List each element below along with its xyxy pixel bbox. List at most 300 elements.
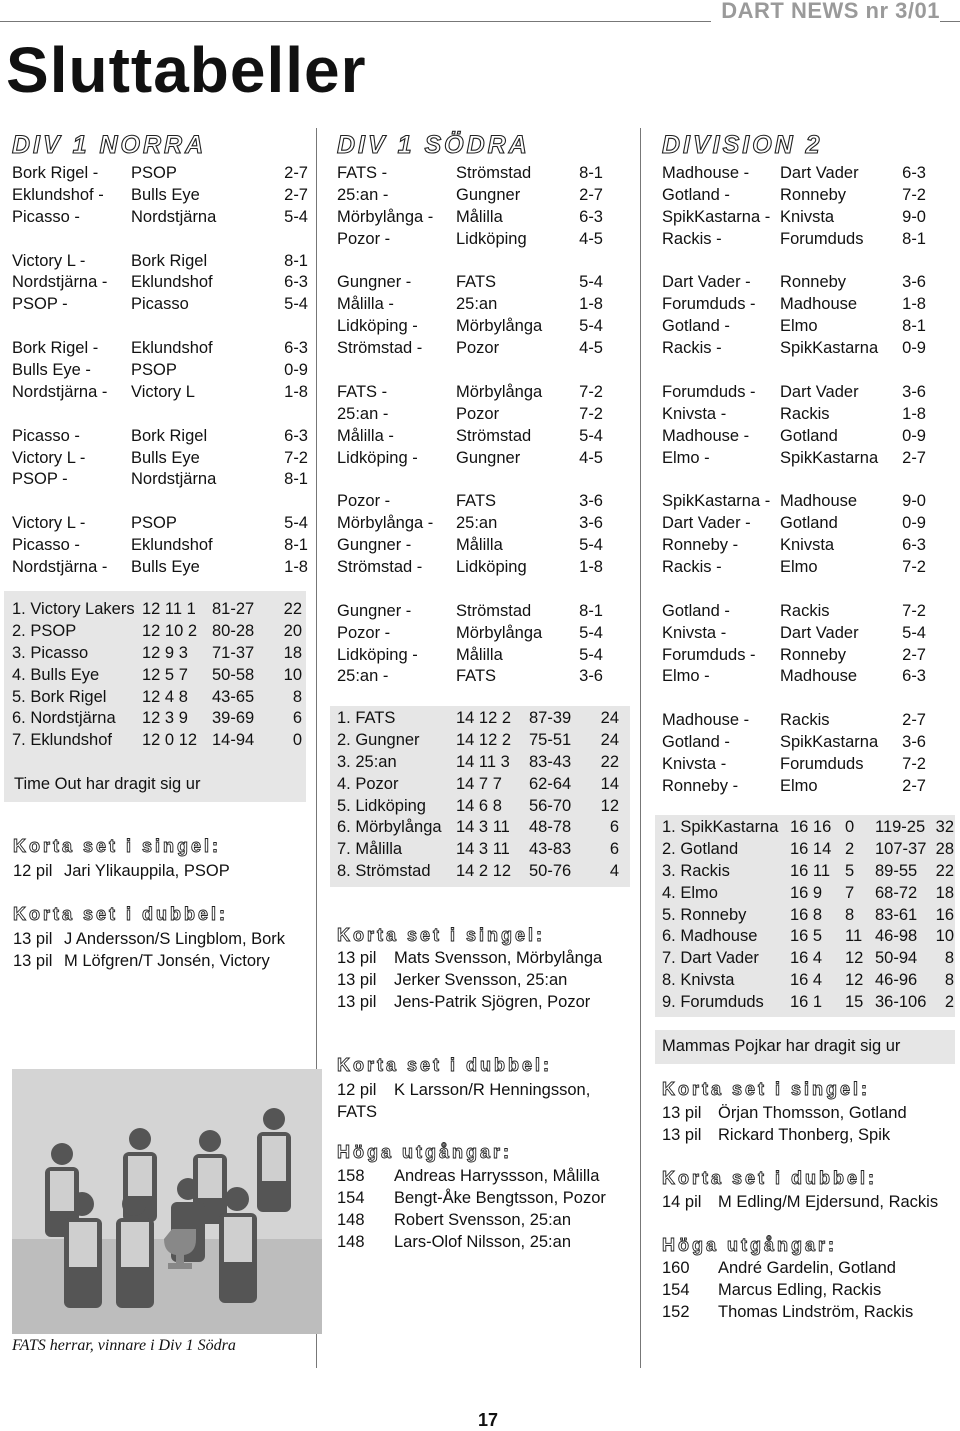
checkout: 160 — [662, 1259, 690, 1277]
away-team: Knivsta — [780, 536, 835, 555]
record-row — [337, 1210, 637, 1232]
team-name: 5. Bork Rigel — [12, 687, 107, 706]
match-score: 3-6 — [579, 492, 603, 511]
match-row — [337, 404, 603, 426]
home-team: Mörbylånga - — [337, 514, 434, 533]
home-team: Elmo - — [662, 667, 710, 686]
points: 8 — [944, 971, 954, 990]
darts-count: 12 pil — [13, 862, 53, 880]
away-team: Rackis — [780, 404, 830, 423]
round-gap — [12, 404, 308, 426]
sodra-singel-list — [337, 948, 637, 1014]
standings-row — [662, 883, 954, 905]
home-team: Bulls Eye - — [12, 361, 91, 380]
games-won-lost: 14 7 7 — [456, 774, 502, 793]
match-score: 3-6 — [579, 667, 603, 686]
points: 2 — [944, 993, 954, 1012]
standings-row — [662, 861, 954, 883]
points: 22 — [283, 600, 302, 618]
games-won: 16 8 — [790, 905, 823, 924]
points: 10 — [935, 927, 954, 946]
away-team: Eklundshof — [131, 339, 213, 358]
darts-count: 14 pil — [662, 1193, 702, 1211]
away-team: Mörbylånga — [456, 623, 543, 642]
home-team: FATS - — [337, 164, 388, 182]
record-row — [337, 1188, 637, 1210]
match-score: 7-2 — [902, 185, 926, 204]
checkout: 158 — [337, 1167, 365, 1185]
legs: 75-51 — [529, 730, 572, 749]
player: Lars-Olof Nilsson, 25:an — [394, 1232, 571, 1251]
record-row — [337, 948, 637, 970]
match-row — [662, 448, 926, 470]
home-team: Gotland - — [662, 317, 730, 336]
points: 8 — [944, 949, 954, 968]
match-row — [337, 426, 603, 448]
match-row — [337, 272, 603, 294]
match-row — [662, 666, 926, 688]
div1-norra-heading: DIV 1 NORRA — [12, 131, 207, 159]
match-score: 5-4 — [902, 623, 926, 642]
home-team: Bork Rigel - — [12, 164, 99, 182]
team-name: 5. Ronneby — [662, 905, 747, 924]
match-row — [12, 360, 308, 382]
team-name: 3. Rackis — [662, 861, 730, 880]
match-score: 4-5 — [579, 448, 603, 467]
home-team: Lidköping - — [337, 645, 418, 664]
match-row — [662, 316, 926, 338]
games-lost: 7 — [845, 883, 855, 902]
games-won: 16 11 — [790, 861, 831, 880]
games-won: 16 1 — [790, 993, 823, 1012]
points: 16 — [935, 905, 954, 924]
record-row — [662, 1103, 952, 1125]
legs: 50-76 — [529, 862, 572, 881]
photo-caption: FATS herrar, vinnare i Div 1 Södra — [12, 1337, 236, 1354]
home-team: Ronneby - — [662, 776, 739, 795]
legs: 46-96 — [875, 971, 918, 990]
legs: 89-55 — [875, 861, 918, 880]
home-team: Dart Vader - — [662, 273, 751, 292]
legs: 62-64 — [529, 774, 572, 793]
legs: 46-98 — [875, 927, 918, 946]
match-row — [662, 185, 926, 207]
games-lost: 5 — [845, 861, 855, 880]
standings-row — [337, 817, 619, 839]
games-won-lost: 12 11 1 — [142, 600, 196, 618]
away-team: Rackis — [780, 711, 830, 730]
legs: 56-70 — [529, 796, 572, 815]
norra-singel-list — [13, 861, 313, 883]
games-won-lost: 12 9 3 — [142, 643, 188, 662]
away-team: Ronneby — [780, 185, 847, 204]
match-score: 2-7 — [284, 164, 308, 182]
legs: 39-69 — [212, 709, 255, 728]
points: 12 — [600, 796, 619, 815]
player: Andreas Harryssson, Målilla — [394, 1167, 600, 1185]
games-won-lost: 14 2 12 — [456, 862, 512, 881]
match-score: 6-3 — [902, 164, 926, 182]
home-team: Gotland - — [662, 601, 730, 620]
sodra-hoga-heading: Höga utgångar: — [337, 1142, 512, 1162]
team-name: 4. Pozor — [337, 774, 399, 793]
match-row — [337, 491, 603, 513]
away-team: Gotland — [780, 514, 838, 533]
match-row — [662, 710, 926, 732]
standings-row — [337, 839, 619, 861]
match-score: 1-8 — [579, 558, 603, 577]
team-name: 7. Dart Vader — [662, 949, 759, 968]
team-name: 8. Knivsta — [662, 971, 735, 990]
match-row — [12, 535, 308, 557]
games-won: 16 16 — [790, 818, 832, 836]
player: Mats Svensson, Mörbylånga — [394, 949, 603, 967]
match-score: 7-2 — [579, 382, 603, 401]
away-team: SpikKastarna — [780, 339, 879, 358]
points: 24 — [600, 730, 619, 749]
division2-note: Mammas Pojkar har dragit sig ur — [662, 1037, 901, 1055]
points: 22 — [935, 861, 954, 880]
checkout: 154 — [337, 1188, 365, 1207]
standings-row — [12, 643, 302, 665]
away-team: Elmo — [780, 776, 818, 795]
points: 6 — [609, 840, 619, 859]
match-score: 3-6 — [902, 733, 926, 752]
darts-count: 13 pil — [13, 951, 53, 970]
home-team: SpikKastarna - — [662, 492, 771, 511]
away-team: Knivsta — [780, 207, 835, 226]
standings-row — [12, 621, 302, 643]
column-divider — [640, 128, 641, 1368]
legs: 48-78 — [529, 818, 572, 837]
div1-norra-standings — [12, 599, 302, 752]
checkout: 154 — [662, 1280, 690, 1299]
away-team: Målilla — [456, 536, 503, 555]
match-row — [337, 207, 603, 229]
standings-row — [337, 796, 619, 818]
team-name: 1. SpikKastarna — [662, 818, 779, 836]
standings-row — [662, 905, 954, 927]
away-team: Elmo — [780, 558, 818, 577]
away-team: Målilla — [456, 645, 503, 664]
div1-norra-note: Time Out har dragit sig ur — [14, 775, 201, 793]
standings-row — [337, 708, 619, 730]
match-row — [662, 557, 926, 579]
match-score: 7-2 — [902, 601, 926, 620]
player: Jari Ylikauppila, PSOP — [64, 862, 230, 880]
match-score: 5-4 — [579, 273, 603, 292]
match-row — [662, 754, 926, 776]
match-row — [12, 272, 308, 294]
checkout: 148 — [337, 1210, 365, 1229]
home-team: Madhouse - — [662, 711, 750, 730]
away-team: Rackis — [780, 601, 830, 620]
away-team: Dart Vader — [780, 164, 859, 182]
home-team: Gungner - — [337, 273, 412, 292]
match-score: 8-1 — [579, 601, 603, 620]
match-score: 5-4 — [284, 295, 308, 314]
away-team: Eklundshof — [131, 536, 213, 555]
games-won-lost: 12 5 7 — [142, 665, 188, 684]
away-team: Forumduds — [780, 229, 864, 248]
match-score: 4-5 — [579, 229, 603, 248]
away-team: PSOP — [131, 361, 177, 380]
div2-singel-list — [662, 1103, 952, 1147]
norra-dubbel-heading: Korta set i dubbel: — [13, 904, 229, 924]
match-score: 8-1 — [284, 536, 308, 555]
match-score: 3-6 — [579, 514, 603, 533]
division2-heading: DIVISION 2 — [662, 131, 823, 159]
match-score: 3-6 — [902, 273, 926, 292]
checkout: 152 — [662, 1302, 690, 1321]
points: 6 — [609, 818, 619, 837]
match-score: 5-4 — [579, 645, 603, 664]
round-gap — [12, 491, 308, 513]
match-score: 6-3 — [902, 536, 926, 555]
points: 18 — [283, 643, 302, 662]
home-team: Victory L - — [12, 448, 86, 467]
home-team: Knivsta - — [662, 755, 727, 774]
team-name: 7. Eklundshof — [12, 731, 112, 750]
record-row — [337, 992, 637, 1014]
home-team: Picasso - — [12, 426, 80, 445]
points: 8 — [292, 687, 302, 706]
games-won: 16 5 — [790, 927, 823, 946]
team-name: 6. Nordstjärna — [12, 709, 116, 728]
match-row — [337, 294, 603, 316]
round-gap — [662, 688, 926, 710]
away-team: PSOP — [131, 514, 177, 533]
match-row — [662, 294, 926, 316]
team-name: 6. Mörbylånga — [337, 818, 442, 837]
match-score: 2-7 — [579, 185, 603, 204]
match-score: 5-4 — [579, 426, 603, 445]
match-score: 6-3 — [284, 273, 308, 292]
div2-dubbel-heading: Korta set i dubbel: — [662, 1168, 878, 1188]
away-team: Målilla — [456, 207, 503, 226]
legs: 36-106 — [875, 993, 927, 1012]
darts-count: 13 pil — [13, 930, 53, 948]
match-score: 8-1 — [902, 317, 926, 336]
match-score: 5-4 — [284, 514, 308, 533]
match-score: 2-7 — [902, 448, 926, 467]
match-row — [12, 448, 308, 470]
checkout: 148 — [337, 1232, 365, 1251]
match-row — [662, 491, 926, 513]
team-name: 6. Madhouse — [662, 927, 758, 946]
team-name: 4. Elmo — [662, 883, 718, 902]
games-lost: 0 — [845, 818, 855, 836]
match-score: 3-6 — [902, 382, 926, 401]
away-team: Bulls Eye — [131, 185, 200, 204]
magazine-title: DART NEWS nr 3/01 — [711, 0, 940, 24]
away-team: FATS — [456, 492, 497, 511]
match-score: 7-2 — [902, 558, 926, 577]
away-team: Nordstjärna — [131, 207, 217, 226]
points: 20 — [283, 621, 302, 640]
match-row — [337, 557, 603, 579]
home-team: Gungner - — [337, 536, 412, 555]
away-team: 25:an — [456, 295, 498, 314]
legs: 119-25 — [875, 818, 926, 836]
page-number: 17 — [478, 1410, 499, 1430]
division2-standings — [662, 817, 954, 1014]
match-row — [662, 776, 926, 798]
round-gap — [337, 579, 603, 601]
div2-singel-heading: Korta set i singel: — [662, 1079, 871, 1099]
match-row — [12, 469, 308, 491]
match-row — [662, 229, 926, 251]
player: Marcus Edling, Rackis — [718, 1280, 882, 1299]
standings-row — [337, 752, 619, 774]
match-score: 1-8 — [579, 295, 603, 314]
match-row — [662, 623, 926, 645]
away-team: Lidköping — [456, 558, 527, 577]
match-row — [662, 163, 926, 185]
games-won-lost: 14 3 11 — [456, 818, 510, 837]
away-team: Bulls Eye — [131, 448, 200, 467]
darts-count: 13 pil — [337, 992, 377, 1011]
games-won-lost: 14 12 2 — [456, 730, 512, 749]
away-team: Strömstad — [456, 426, 532, 445]
team-name: 5. Lidköping — [337, 796, 426, 815]
record-row — [337, 1166, 637, 1188]
match-row — [662, 338, 926, 360]
home-team: Gotland - — [662, 733, 730, 752]
games-won: 16 4 — [790, 971, 823, 990]
match-score: 7-2 — [902, 755, 926, 774]
match-row — [662, 382, 926, 404]
points: 0 — [292, 731, 302, 750]
match-row — [337, 338, 603, 360]
match-score: 2-7 — [902, 645, 926, 664]
record-row — [13, 861, 313, 883]
legs: 83-43 — [529, 752, 572, 771]
darts-count: 13 pil — [337, 970, 377, 989]
darts-count: 13 pil — [662, 1104, 702, 1122]
match-score: 6-3 — [284, 426, 308, 445]
home-team: Nordstjärna - — [12, 558, 108, 577]
games-lost: 12 — [845, 949, 864, 968]
player: M Löfgren/T Jonsén, Victory — [64, 951, 270, 970]
match-row — [337, 645, 603, 667]
match-row — [12, 338, 308, 360]
games-won-lost: 14 11 3 — [456, 752, 510, 771]
match-score: 5-4 — [579, 536, 603, 555]
legs: 80-28 — [212, 621, 255, 640]
match-score: 6-3 — [284, 339, 308, 358]
match-row — [337, 185, 603, 207]
home-team: 25:an - — [337, 404, 389, 423]
legs: 43-83 — [529, 840, 572, 859]
points: 32 — [935, 818, 954, 836]
player: Robert Svensson, 25:an — [394, 1210, 572, 1229]
record-row — [662, 1192, 958, 1214]
match-score: 2-7 — [902, 776, 926, 795]
match-row — [337, 535, 603, 557]
match-score: 8-1 — [902, 229, 926, 248]
match-row — [12, 426, 308, 448]
legs: 43-65 — [212, 687, 255, 706]
team-name: 4. Bulls Eye — [12, 665, 100, 684]
record-row — [662, 1302, 952, 1324]
match-row — [662, 272, 926, 294]
record-row — [13, 929, 313, 951]
away-team: Bulls Eye — [131, 558, 200, 577]
sodra-hoga-list — [337, 1166, 637, 1254]
match-score: 0-9 — [902, 426, 926, 445]
match-score: 9-0 — [902, 207, 926, 226]
round-gap — [337, 360, 603, 382]
legs: 83-61 — [875, 905, 918, 924]
away-team: SpikKastarna — [780, 733, 879, 752]
away-team: Ronneby — [780, 273, 847, 292]
standings-row — [337, 861, 619, 883]
standings-row — [662, 948, 954, 970]
legs: 81-27 — [212, 600, 255, 618]
match-row — [12, 251, 308, 273]
home-team: Ronneby - — [662, 536, 739, 555]
points: 4 — [609, 862, 619, 881]
darts-count: 13 pil — [337, 949, 377, 967]
match-score: 5-4 — [579, 623, 603, 642]
match-score: 6-3 — [579, 207, 603, 226]
match-row — [337, 623, 603, 645]
home-team: 25:an - — [337, 185, 389, 204]
match-row — [337, 601, 603, 623]
record-row — [13, 951, 313, 973]
games-lost: 11 — [845, 927, 863, 946]
away-team: FATS — [456, 273, 497, 292]
round-gap — [662, 579, 926, 601]
match-row — [662, 601, 926, 623]
team-name: 2. PSOP — [12, 621, 77, 640]
match-score: 1-8 — [902, 295, 926, 314]
team-name: 9. Forumduds — [662, 993, 764, 1012]
points: 28 — [935, 839, 954, 858]
games-won: 16 9 — [790, 883, 823, 902]
team-name: 2. Gungner — [337, 730, 420, 749]
home-team: Madhouse - — [662, 164, 750, 182]
record-row — [662, 1258, 952, 1280]
player: Thomas Lindström, Rackis — [718, 1302, 914, 1321]
away-team: Madhouse — [780, 667, 858, 686]
away-team: SpikKastarna — [780, 448, 879, 467]
norra-singel-heading: Korta set i singel: — [13, 836, 222, 856]
games-won-lost: 14 12 2 — [456, 709, 512, 727]
games-lost: 2 — [845, 839, 855, 858]
home-team: Forumduds - — [662, 382, 756, 401]
standings-row — [662, 926, 954, 948]
home-team: Strömstad - — [337, 339, 423, 358]
home-team: Pozor - — [337, 229, 391, 248]
div2-hoga-heading: Höga utgångar: — [662, 1235, 837, 1255]
standings-row — [662, 839, 954, 861]
match-row — [662, 535, 926, 557]
match-score: 8-1 — [284, 470, 308, 489]
home-team: Målilla - — [337, 426, 394, 445]
games-won: 16 4 — [790, 949, 823, 968]
away-team: 25:an — [456, 514, 498, 533]
away-team: Nordstjärna — [131, 470, 217, 489]
match-row — [12, 382, 308, 404]
round-gap — [662, 251, 926, 273]
games-won-lost: 12 4 8 — [142, 687, 188, 706]
match-score: 0-9 — [902, 514, 926, 533]
team-name: 3. 25:an — [337, 752, 397, 771]
away-team: Pozor — [456, 339, 500, 358]
page-header — [0, 0, 960, 24]
